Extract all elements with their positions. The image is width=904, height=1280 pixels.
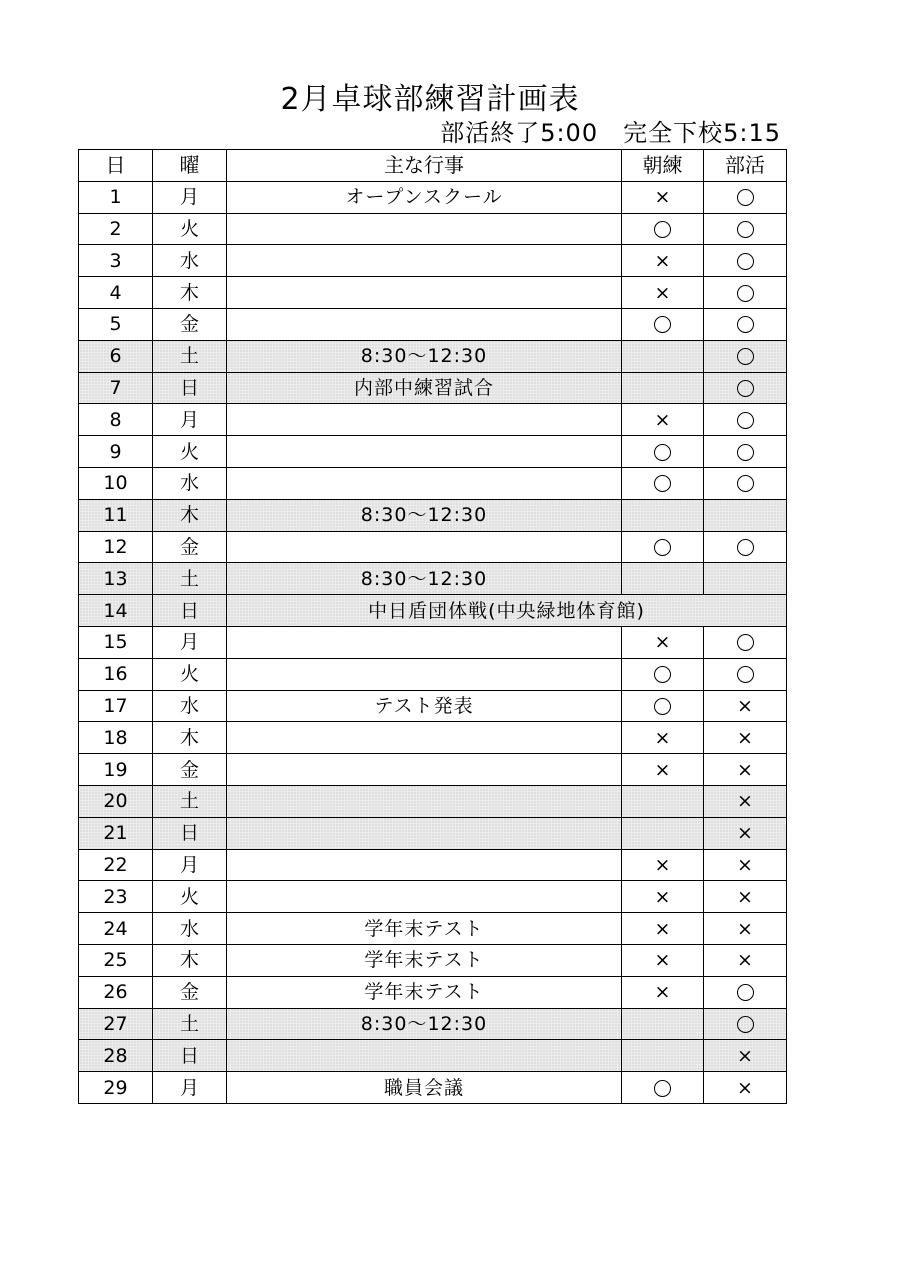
circle-mark [654, 666, 671, 683]
day-cell: 21 [79, 817, 153, 849]
circle-mark [654, 221, 671, 238]
table-row [79, 372, 787, 404]
club-activity-cell [704, 245, 787, 277]
morning-practice-cell [622, 658, 704, 690]
club-activity-cell: × [704, 785, 787, 817]
table-row [79, 626, 787, 658]
morning-practice-cell [622, 499, 704, 531]
event-cell [227, 404, 622, 436]
circle-mark [654, 316, 671, 333]
weekday-cell: 金 [153, 976, 227, 1008]
table-row [79, 1040, 787, 1072]
event-cell [227, 1040, 622, 1072]
circle-mark [654, 475, 671, 492]
weekday-cell: 日 [153, 1040, 227, 1072]
club-activity-cell [704, 340, 787, 372]
weekday-cell: 月 [153, 404, 227, 436]
morning-practice-cell [622, 531, 704, 563]
day-cell: 2 [79, 213, 153, 245]
weekday-cell: 水 [153, 245, 227, 277]
event-cell: 職員会議 [227, 1072, 622, 1104]
morning-practice-cell: × [622, 881, 704, 913]
weekday-cell: 木 [153, 277, 227, 309]
event-cell [227, 785, 622, 817]
circle-mark [737, 444, 754, 461]
day-cell: 26 [79, 976, 153, 1008]
event-cell [227, 531, 622, 563]
table-row [79, 722, 787, 754]
weekday-cell: 火 [153, 658, 227, 690]
header-event: 主な行事 [227, 150, 622, 182]
table-row [79, 563, 787, 595]
table-row [79, 944, 787, 976]
weekday-cell: 月 [153, 181, 227, 213]
event-cell: 8:30～12:30 [227, 499, 622, 531]
club-activity-cell [704, 213, 787, 245]
table-row [79, 181, 787, 213]
morning-practice-cell [622, 213, 704, 245]
morning-practice-cell: × [622, 976, 704, 1008]
morning-practice-cell: × [622, 245, 704, 277]
table-row [79, 817, 787, 849]
morning-practice-cell [622, 1040, 704, 1072]
day-cell: 25 [79, 944, 153, 976]
day-cell: 4 [79, 277, 153, 309]
event-cell [227, 436, 622, 468]
morning-practice-cell [622, 1072, 704, 1104]
table-row [79, 531, 787, 563]
club-activity-cell [704, 372, 787, 404]
day-cell: 24 [79, 913, 153, 945]
club-activity-cell: × [704, 817, 787, 849]
club-activity-cell [704, 308, 787, 340]
event-cell [227, 213, 622, 245]
circle-mark [737, 253, 754, 270]
club-activity-cell [704, 563, 787, 595]
morning-practice-cell [622, 436, 704, 468]
circle-mark [737, 189, 754, 206]
weekday-cell: 日 [153, 595, 227, 627]
event-cell [227, 658, 622, 690]
table-row [79, 213, 787, 245]
day-cell: 28 [79, 1040, 153, 1072]
weekday-cell: 金 [153, 754, 227, 786]
weekday-cell: 木 [153, 944, 227, 976]
day-cell: 17 [79, 690, 153, 722]
circle-mark [654, 539, 671, 556]
weekday-cell: 月 [153, 626, 227, 658]
day-cell: 15 [79, 626, 153, 658]
day-cell: 14 [79, 595, 153, 627]
club-activity-cell [704, 499, 787, 531]
table-row [79, 658, 787, 690]
event-cell [227, 881, 622, 913]
weekday-cell: 水 [153, 690, 227, 722]
circle-mark [737, 1016, 754, 1033]
schedule-body [79, 150, 787, 1104]
day-cell: 22 [79, 849, 153, 881]
morning-practice-cell [622, 340, 704, 372]
event-cell: 学年末テスト [227, 976, 622, 1008]
day-cell: 7 [79, 372, 153, 404]
header-club-activity: 部活 [704, 150, 787, 182]
club-activity-cell: × [704, 849, 787, 881]
circle-mark [737, 539, 754, 556]
weekday-cell: 日 [153, 372, 227, 404]
day-cell: 13 [79, 563, 153, 595]
weekday-cell: 月 [153, 849, 227, 881]
weekday-cell: 木 [153, 499, 227, 531]
weekday-cell: 火 [153, 213, 227, 245]
morning-practice-cell [622, 690, 704, 722]
club-activity-cell [704, 531, 787, 563]
circle-mark [737, 666, 754, 683]
table-row [79, 340, 787, 372]
event-cell: 内部中練習試合 [227, 372, 622, 404]
day-cell: 8 [79, 404, 153, 436]
table-row [79, 976, 787, 1008]
weekday-cell: 金 [153, 531, 227, 563]
morning-practice-cell: × [622, 404, 704, 436]
weekday-cell: 日 [153, 817, 227, 849]
club-activity-cell: × [704, 754, 787, 786]
day-cell: 11 [79, 499, 153, 531]
event-cell [227, 245, 622, 277]
event-cell [227, 626, 622, 658]
circle-mark [737, 380, 754, 397]
schedule-times: 部活終了5:00 完全下校5:15 [440, 119, 781, 147]
morning-practice-cell [622, 563, 704, 595]
morning-practice-cell: × [622, 626, 704, 658]
practice-schedule-table [78, 149, 787, 1104]
day-cell: 16 [79, 658, 153, 690]
day-cell: 9 [79, 436, 153, 468]
weekday-cell: 金 [153, 308, 227, 340]
table-row [79, 785, 787, 817]
table-row [79, 499, 787, 531]
table-row [79, 245, 787, 277]
event-cell [227, 754, 622, 786]
event-cell: テスト発表 [227, 690, 622, 722]
club-activity-cell [704, 1008, 787, 1040]
table-row [79, 1072, 787, 1104]
day-cell: 19 [79, 754, 153, 786]
event-cell: 8:30～12:30 [227, 1008, 622, 1040]
event-cell: 学年末テスト [227, 944, 622, 976]
circle-mark [737, 984, 754, 1001]
club-activity-cell: × [704, 1072, 787, 1104]
circle-mark [737, 285, 754, 302]
event-cell [227, 817, 622, 849]
circle-mark [737, 348, 754, 365]
morning-practice-cell: × [622, 181, 704, 213]
weekday-cell: 水 [153, 467, 227, 499]
weekday-cell: 土 [153, 340, 227, 372]
morning-practice-cell: × [622, 944, 704, 976]
morning-practice-cell [622, 1008, 704, 1040]
event-cell: 学年末テスト [227, 913, 622, 945]
morning-practice-cell: × [622, 722, 704, 754]
club-activity-cell [704, 181, 787, 213]
header-morning-practice: 朝練 [622, 150, 704, 182]
table-row [79, 595, 787, 627]
morning-practice-cell: × [622, 277, 704, 309]
day-cell: 6 [79, 340, 153, 372]
club-activity-cell [704, 976, 787, 1008]
circle-mark [737, 221, 754, 238]
table-row [79, 467, 787, 499]
table-row [79, 404, 787, 436]
morning-practice-cell: × [622, 849, 704, 881]
club-activity-cell: × [704, 690, 787, 722]
club-activity-cell [704, 626, 787, 658]
club-activity-cell [704, 467, 787, 499]
weekday-cell: 火 [153, 881, 227, 913]
event-cell: オープンスクール [227, 181, 622, 213]
weekday-cell: 水 [153, 913, 227, 945]
weekday-cell: 木 [153, 722, 227, 754]
header-day: 日 [79, 150, 153, 182]
day-cell: 29 [79, 1072, 153, 1104]
morning-practice-cell: × [622, 913, 704, 945]
morning-practice-cell: × [622, 754, 704, 786]
table-row [79, 754, 787, 786]
day-cell: 5 [79, 308, 153, 340]
header-weekday: 曜 [153, 150, 227, 182]
table-row [79, 1008, 787, 1040]
event-cell: 中日盾団体戦(中央緑地体育館) [227, 595, 787, 627]
event-cell: 8:30～12:30 [227, 340, 622, 372]
event-cell [227, 849, 622, 881]
club-activity-cell: × [704, 1040, 787, 1072]
club-activity-cell: × [704, 913, 787, 945]
table-row [79, 277, 787, 309]
club-activity-cell: × [704, 881, 787, 913]
event-cell [227, 467, 622, 499]
event-cell [227, 308, 622, 340]
circle-mark [654, 698, 671, 715]
table-row [79, 913, 787, 945]
day-cell: 18 [79, 722, 153, 754]
day-cell: 27 [79, 1008, 153, 1040]
table-row [79, 881, 787, 913]
table-row [79, 849, 787, 881]
circle-mark [737, 316, 754, 333]
event-cell [227, 722, 622, 754]
weekday-cell: 月 [153, 1072, 227, 1104]
day-cell: 23 [79, 881, 153, 913]
weekday-cell: 土 [153, 1008, 227, 1040]
weekday-cell: 土 [153, 563, 227, 595]
day-cell: 1 [79, 181, 153, 213]
table-row [79, 690, 787, 722]
club-activity-cell: × [704, 722, 787, 754]
weekday-cell: 土 [153, 785, 227, 817]
circle-mark [737, 634, 754, 651]
morning-practice-cell [622, 372, 704, 404]
morning-practice-cell [622, 308, 704, 340]
circle-mark [654, 1080, 671, 1097]
club-activity-cell [704, 277, 787, 309]
club-activity-cell [704, 404, 787, 436]
page-title: 2月卓球部練習計画表 [280, 82, 580, 117]
club-activity-cell [704, 658, 787, 690]
club-activity-cell: × [704, 944, 787, 976]
morning-practice-cell [622, 785, 704, 817]
morning-practice-cell [622, 467, 704, 499]
weekday-cell: 火 [153, 436, 227, 468]
event-cell: 8:30～12:30 [227, 563, 622, 595]
table-row [79, 436, 787, 468]
circle-mark [737, 475, 754, 492]
club-activity-cell [704, 436, 787, 468]
event-cell [227, 277, 622, 309]
table-row [79, 308, 787, 340]
day-cell: 10 [79, 467, 153, 499]
morning-practice-cell [622, 817, 704, 849]
day-cell: 20 [79, 785, 153, 817]
day-cell: 3 [79, 245, 153, 277]
header-row [79, 150, 787, 182]
circle-mark [654, 444, 671, 461]
circle-mark [737, 412, 754, 429]
day-cell: 12 [79, 531, 153, 563]
